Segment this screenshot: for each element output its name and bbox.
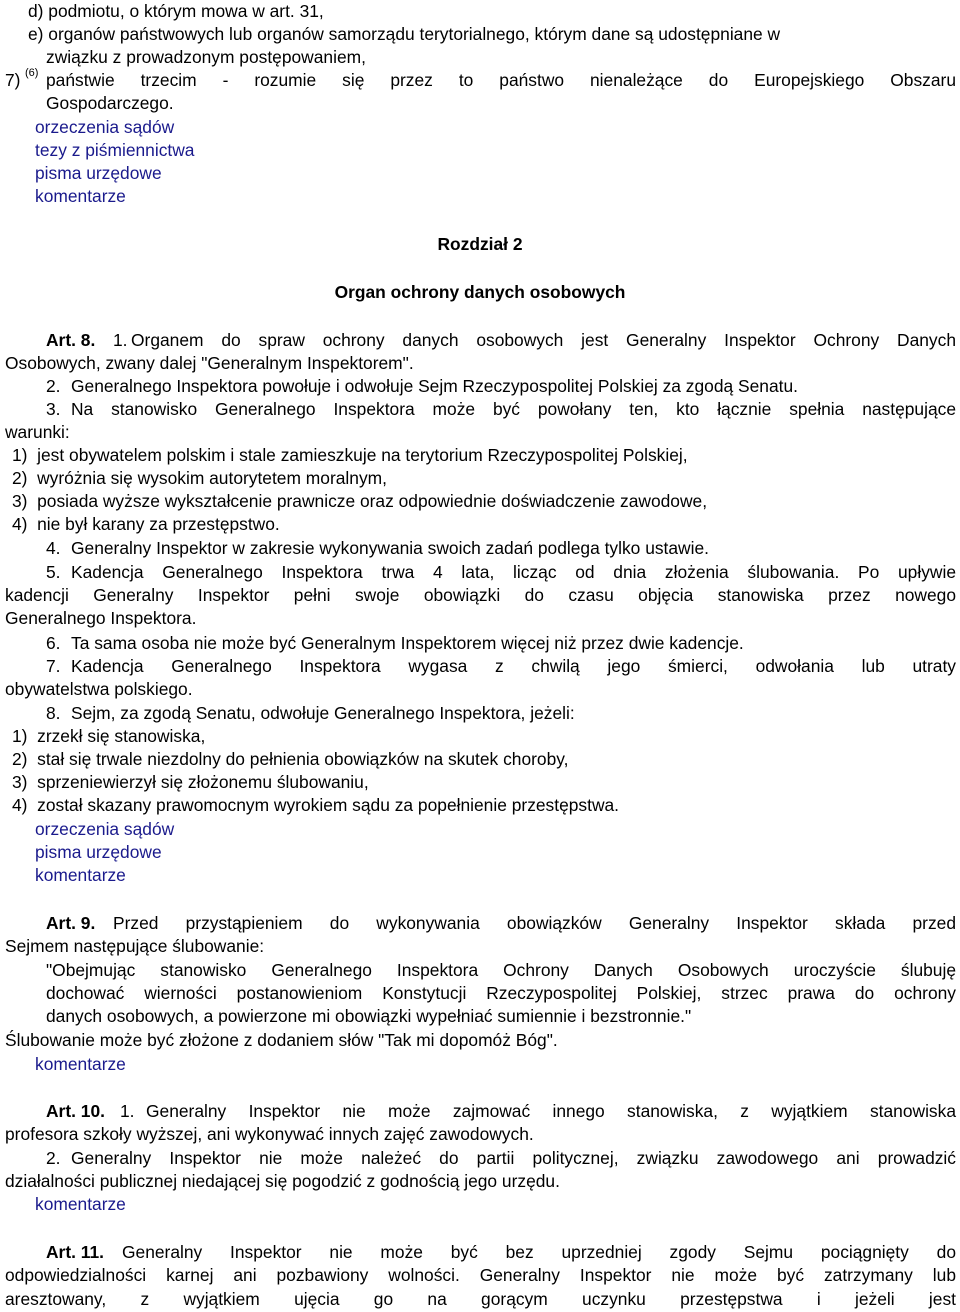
paragraph-text: Generalnego Inspektora powołuje i odwołuje Sejm Rzeczypospolitej Polskiej za zgodą Senatu. [71,376,798,396]
list-item: 1) zrzekł się stanowiska, [12,726,206,746]
paragraph-number: 2. [46,376,61,396]
link-commentaries[interactable]: komentarze [35,1194,126,1214]
paragraph-number: 1. [113,330,128,350]
list-item: d) podmiotu, o którym mowa w art. 31, [28,1,324,21]
paragraph-text: Na stanowisko Generalnego Inspektora może być powołany ten, kto łącznie spełnia następujące [71,399,956,419]
paragraph-number: 1. [120,1101,135,1121]
chapter-subtitle: Organ ochrony danych osobowych [334,282,626,302]
link-court-rulings[interactable]: orzeczenia sądów [35,117,175,137]
list-item: 4) został skazany prawomocnym wyrokiem sądu za popełnienie przestępstwa. [12,795,620,815]
list-item: 3) posiada wyższe wykształcenie prawnicze oraz odpowiednie doświadczenie zawodowe, [12,491,708,511]
paragraph-text: Generalny Inspektor nie może być bez uprzedniej zgody Sejmu pociągnięty do [122,1242,956,1262]
paragraph-number: 4. [46,538,61,558]
definition-text: państwie trzecim - rozumie się przez to państwo nienależące do Europejskiego Obszaru [46,70,956,90]
paragraph-text: Sejmem następujące ślubowanie: [5,936,265,956]
link-commentaries[interactable]: komentarze [35,865,126,885]
article-heading: Art. 10. [46,1101,105,1121]
definition-number: 7) [5,70,21,90]
paragraph-text: Generalnego Inspektora. [5,608,197,628]
link-court-rulings[interactable]: orzeczenia sądów [35,819,175,839]
paragraph-text: Kadencja Generalnego Inspektora wygasa z chwilą jego śmierci, odwołania lub utraty [71,656,956,676]
paragraph-text: Generalny Inspektor nie może zajmować innego stanowiska, z wyjątkiem stanowiska [146,1101,956,1121]
paragraph-text: Ta sama osoba nie może być Generalnym Inspektorem więcej niż przez dwie kadencje. [71,633,744,653]
list-item: 2) wyróżnia się wysokim autorytetem moralnym, [12,468,387,488]
link-commentaries[interactable]: komentarze [35,186,126,206]
paragraph-number: 5. [46,562,61,582]
paragraph-number: 3. [46,399,61,419]
paragraph-text: Osobowych, zwany dalej "Generalnym Inspektorem". [5,353,414,373]
oath-text: "Obejmując stanowisko Generalnego Inspektora Ochrony Danych Osobowych uroczyście ślubuję [46,960,956,980]
link-commentaries[interactable]: komentarze [35,1054,126,1074]
list-item: 2) stał się trwale niezdolny do pełnienia obowiązków na skutek choroby, [12,749,569,769]
article-heading: Art. 8. [46,330,96,350]
paragraph-number: 6. [46,633,61,653]
list-item: 3) sprzeniewierzył się złożonemu ślubowaniu, [12,772,369,792]
list-item: 4) nie był karany za przestępstwo. [12,514,280,534]
paragraph-text: Organem do spraw ochrony danych osobowych jest Generalny Inspektor Ochrony Danych [131,330,956,350]
paragraph-number: 8. [46,703,61,723]
paragraph-number: 7. [46,656,61,676]
paragraph-number: 2. [46,1148,61,1168]
paragraph-text: Kadencja Generalnego Inspektora trwa 4 lata, licząc od dnia złożenia ślubowania. Po upływie [71,562,956,582]
paragraph-text: obywatelstwa polskiego. [5,679,193,699]
paragraph-text: odpowiedzialności karnej ani pozbawiony wolności. Generalny Inspektor nie może być zatrzymany lub [5,1265,956,1285]
footnote-marker[interactable]: (6) [25,67,39,79]
link-official-letters[interactable]: pisma urzędowe [35,842,162,862]
oath-text: danych osobowych, a powierzone mi obowiązki wypełniać sumiennie i bezstronnie." [46,1006,692,1026]
link-literature-theses[interactable]: tezy z piśmiennictwa [35,140,195,160]
paragraph-text: Sejm, za zgodą Senatu, odwołuje Generalnego Inspektora, jeżeli: [71,703,575,723]
paragraph-text: warunki: [5,422,70,442]
list-item-continuation: związku z prowadzonym postępowaniem, [46,47,366,67]
oath-text: dochować wierności postanowieniom Konstytucji Rzeczypospolitej Polskiej, strzec prawa do ochrony [46,983,956,1003]
paragraph-text: kadencji Generalny Inspektor pełni swoje obowiązki do czasu objęcia stanowiska przez nowego [5,585,956,605]
list-item: 1) jest obywatelem polskim i stale zamieszkuje na terytorium Rzeczypospolitej Polskiej, [12,445,688,465]
paragraph-text: Przed przystąpieniem do wykonywania obowiązków Generalny Inspektor składa przed [113,913,956,933]
chapter-title: Rozdział 2 [437,234,523,254]
link-official-letters[interactable]: pisma urzędowe [35,163,162,183]
paragraph-text: Generalny Inspektor w zakresie wykonywania swoich zadań podlega tylko ustawie. [71,538,709,558]
paragraph-text: aresztowany, z wyjątkiem ujęcia go na gorącym uczynku przestępstwa i jeżeli jest [5,1289,956,1309]
article-heading: Art. 9. [46,913,96,933]
article-heading: Art. 11. [46,1242,104,1262]
definition-continuation: Gospodarczego. [46,93,174,113]
list-item: e) organów państwowych lub organów samorządu terytorialnego, którym dane są udostępniane w [28,24,781,44]
paragraph-text: działalności publicznej niedającej się pogodzić z godnością jego urzędu. [5,1171,560,1191]
paragraph-text: Generalny Inspektor nie może należeć do partii politycznej, związku zawodowego ani prowadzić [71,1148,956,1168]
paragraph-text: profesora szkoły wyższej, ani wykonywać innych zajęć zawodowych. [5,1124,534,1144]
paragraph-text: Ślubowanie może być złożone z dodaniem słów "Tak mi dopomóż Bóg". [5,1030,558,1050]
